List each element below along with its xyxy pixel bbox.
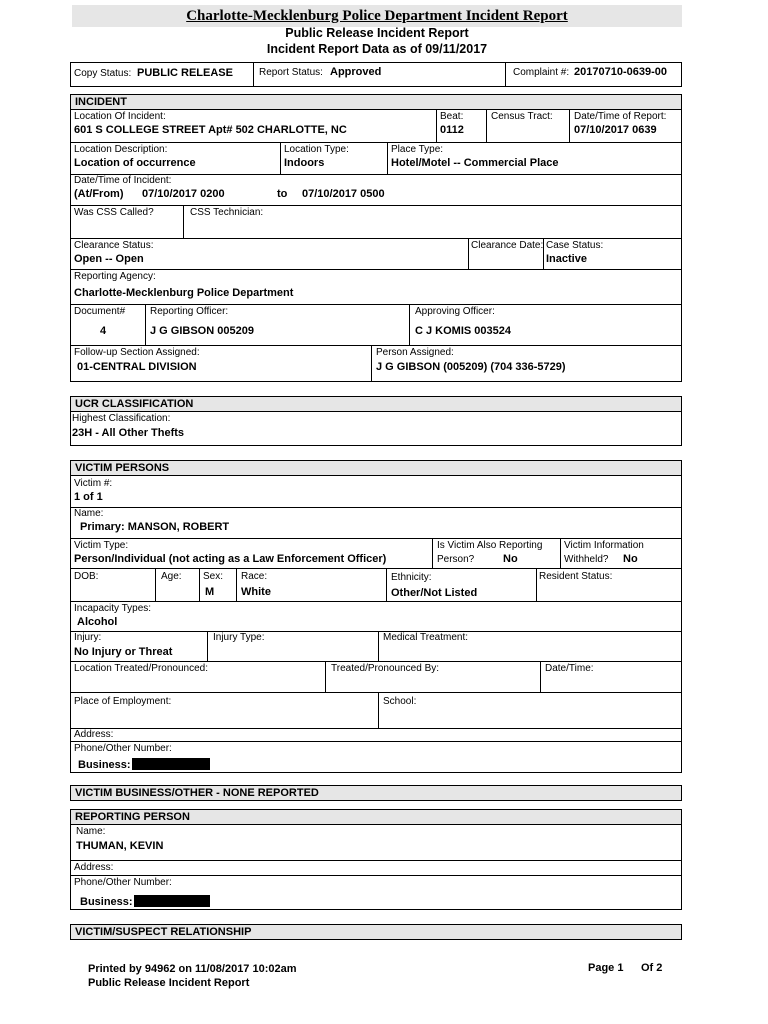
report-title-bar [72,5,682,27]
location-type: Indoors [284,157,325,169]
page-total: Of 2 [641,962,663,974]
copy-status-box: Copy Status: PUBLIC RELEASE [70,62,254,87]
incapacity-types: Alcohol [77,616,118,628]
footer-report-type: Public Release Incident Report [88,977,250,989]
victim-type: Person/Individual (not acting as a Law Enforcement Officer) [74,553,387,565]
victim-name: Primary: MANSON, ROBERT [80,521,230,533]
victim-race: White [241,586,271,598]
victim-injury: No Injury or Threat [74,646,173,658]
followup-section: 01-CENTRAL DIVISION [77,361,197,373]
person-assigned: J G GIBSON (005209) (704 336-5729) [376,361,566,373]
printed-by: Printed by 94962 on 11/08/2017 10:02am [88,963,297,975]
incident-to-datetime: 07/10/2017 0500 [302,188,385,200]
relationship-heading: VICTIM/SUSPECT RELATIONSHIP [70,924,682,940]
report-data-date: Incident Report Data as of 09/11/2017 [266,42,488,56]
redaction-block [134,895,210,907]
redaction-block [132,758,210,770]
reporting-person-heading: REPORTING PERSON [70,809,682,825]
place-type: Hotel/Motel -- Commercial Place [391,157,559,169]
victim-ethnicity: Other/Not Listed [391,587,478,599]
report-status-box: Report Status: Approved [253,62,506,87]
victim-business-phone: Business: [78,758,210,771]
ucr-heading: UCR CLASSIFICATION [70,396,682,412]
reporting-agency: Charlotte-Mecklenburg Police Department [74,287,294,299]
report-datetime: 07/10/2017 0639 [574,124,657,136]
highest-classification: 23H - All Other Thefts [72,427,185,439]
beat: 0112 [440,124,464,136]
reporting-person-name: THUMAN, KEVIN [76,840,164,852]
approving-officer: C J KOMIS 003524 [415,325,511,337]
info-withheld: No [623,553,638,565]
incident-from-datetime: 07/10/2017 0200 [142,188,225,200]
complaint-box: Complaint #: 20170710-0639-00 [505,62,682,87]
report-subtitle: Public Release Incident Report [285,26,469,40]
reporting-business-phone: Business: [80,895,210,908]
clearance-status: Open -- Open [74,253,144,265]
document-number: 4 [100,325,107,337]
also-reporting-person: No [503,553,518,565]
report-title: Charlotte-Mecklenburg Police Department Incident Report [186,8,568,24]
incident-heading: INCIDENT [70,94,682,110]
victim-business-heading: VICTIM BUSINESS/OTHER - NONE REPORTED [70,785,682,801]
victim-number: 1 of 1 [74,491,103,503]
complaint-number: 20170710-0639-00 [574,66,667,78]
victim-sex: M [205,586,215,598]
report-status: Approved [330,66,382,78]
location-description: Location of occurrence [74,157,196,169]
copy-status: PUBLIC RELEASE [137,67,233,79]
incident-location: 601 S COLLEGE STREET Apt# 502 CHARLOTTE, NC [74,124,347,136]
page-number: Page 1 [588,962,624,974]
case-status: Inactive [546,253,587,265]
victim-heading: VICTIM PERSONS [70,460,682,476]
reporting-officer: J G GIBSON 005209 [150,325,254,337]
